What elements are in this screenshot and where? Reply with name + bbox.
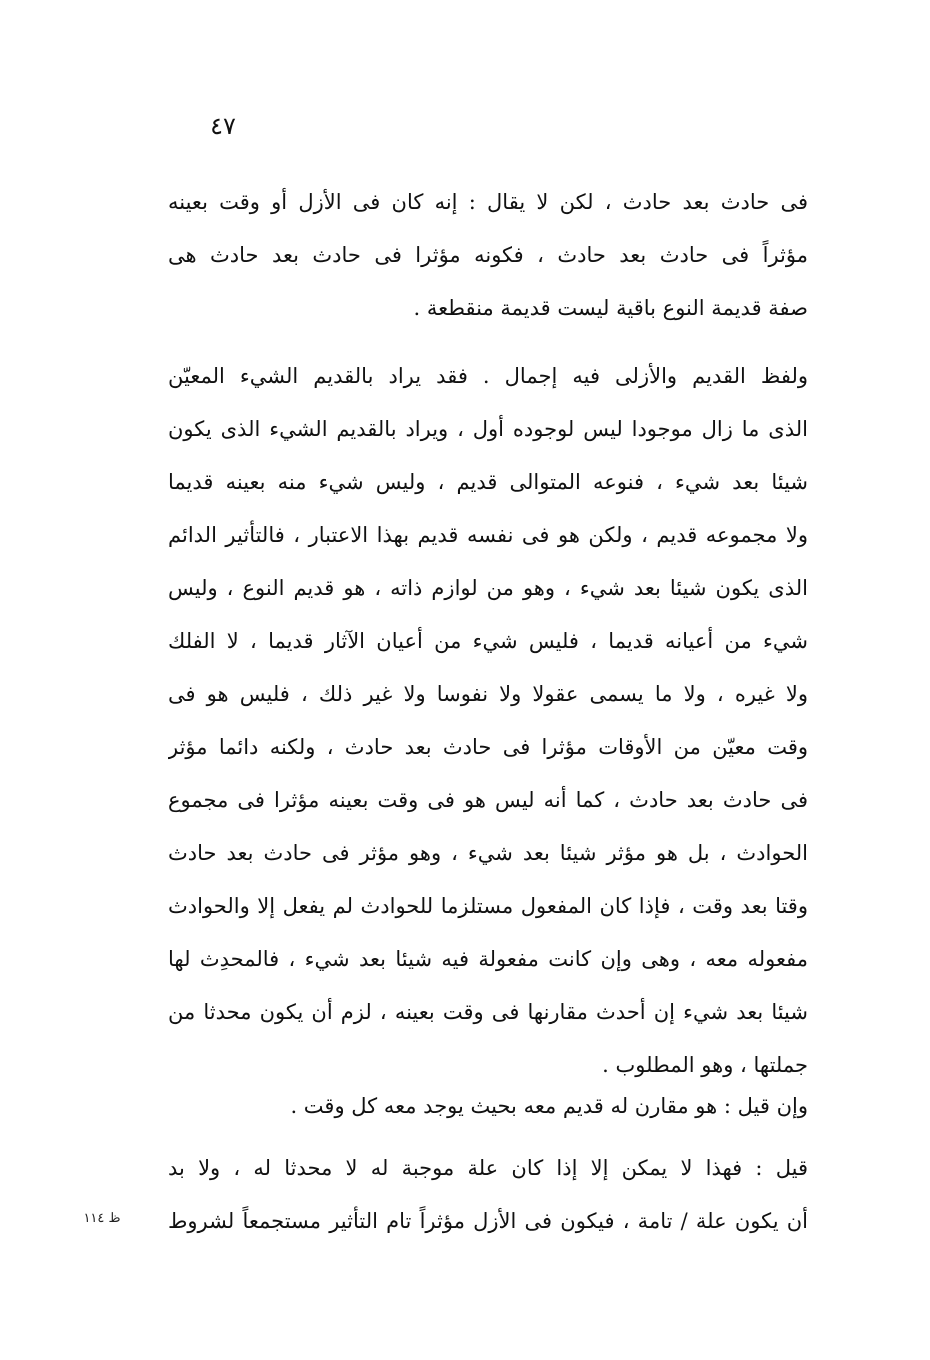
text-line: صفة قديمة النوع باقية ليست قديمة منقطعة . [413,296,808,320]
text-line: فى حادث بعد حادث ، كما أنه ليس هو فى وقت بعينه مؤثرا فى مجموع [168,788,808,812]
text-line: الحوادث ، بل هو مؤثر شيئا بعد شيء ، وهو مؤثر فى حادث بعد حادث [168,841,808,865]
text-line: شيئا بعد شيء ، فنوعه المتوالى قديم ، وليس شيء منه بعينه قديما [168,470,808,494]
text-line: فى حادث بعد حادث ، لكن لا يقال : إنه كان فى الأزل أو وقت بعينه [168,190,808,214]
paragraph-3 [168,1080,808,1133]
text-line: شيئا بعد شيء إن أحدث مقارنها فى وقت بعينه ، لزم أن يكون محدثا من [168,1000,808,1024]
paragraph-4 [168,1142,808,1248]
text-line: ولا غيره ، ولا ما يسمى عقولا ولا نفوسا ولا غير ذلك ، فليس هو فى [168,682,808,706]
text-line: وقتا بعد وقت ، فإذا كان المفعول مستلزما للحوادث لم يفعل إلا والحوادث [168,894,808,918]
text-line: جملتها ، وهو المطلوب . [602,1053,808,1077]
text-line: قيل : فهذا لا يمكن إلا إذا كان علة موجبة له لا محدثا له ، ولا بد [168,1156,808,1180]
text-line: مفعوله معه ، وهى وإن كانت مفعولة فيه شيئا بعد شيء ، فالمحدِث لها [168,947,808,971]
text-line: أن يكون علة / تامة ، فيكون فى الأزل مؤثراً تام التأثير مستجمعاً لشروط [168,1209,808,1233]
text-line: شيء من أعيانه قديما ، فليس شيء من أعيان الآثار قديما ، لا الفلك [168,629,808,653]
text-line: وإن قيل : هو مقارن له قديم معه بحيث يوجد معه كل وقت . [290,1094,808,1118]
text-line: الذى ما زال موجودا ليس لوجوده أول ، ويراد بالقديم الشيء الذى يكون [168,417,808,441]
margin-page-reference: ظ ١١٤ [83,1211,121,1226]
paragraph-1 [168,176,808,335]
text-line: ولا مجموعه قديم ، ولكن هو فى نفسه قديم بهذا الاعتبار ، فالتأثير الدائم [168,523,808,547]
text-line: وقت معيّن من الأوقات مؤثرا فى حادث بعد حادث ، ولكنه دائما مؤثر [168,735,808,759]
page-number: ٤٧ [210,112,236,140]
text-line: ولفظ القديم والأزلى فيه إجمال . فقد يراد بالقديم الشيء المعيّن [168,364,808,388]
text-line: الذى يكون شيئا بعد شيء ، وهو من لوازم ذاته ، هو قديم النوع ، وليس [168,576,808,600]
paragraph-2 [168,350,808,1092]
text-line: مؤثراً فى حادث بعد حادث ، فكونه مؤثرا فى حادث بعد حادث هى [168,243,808,267]
